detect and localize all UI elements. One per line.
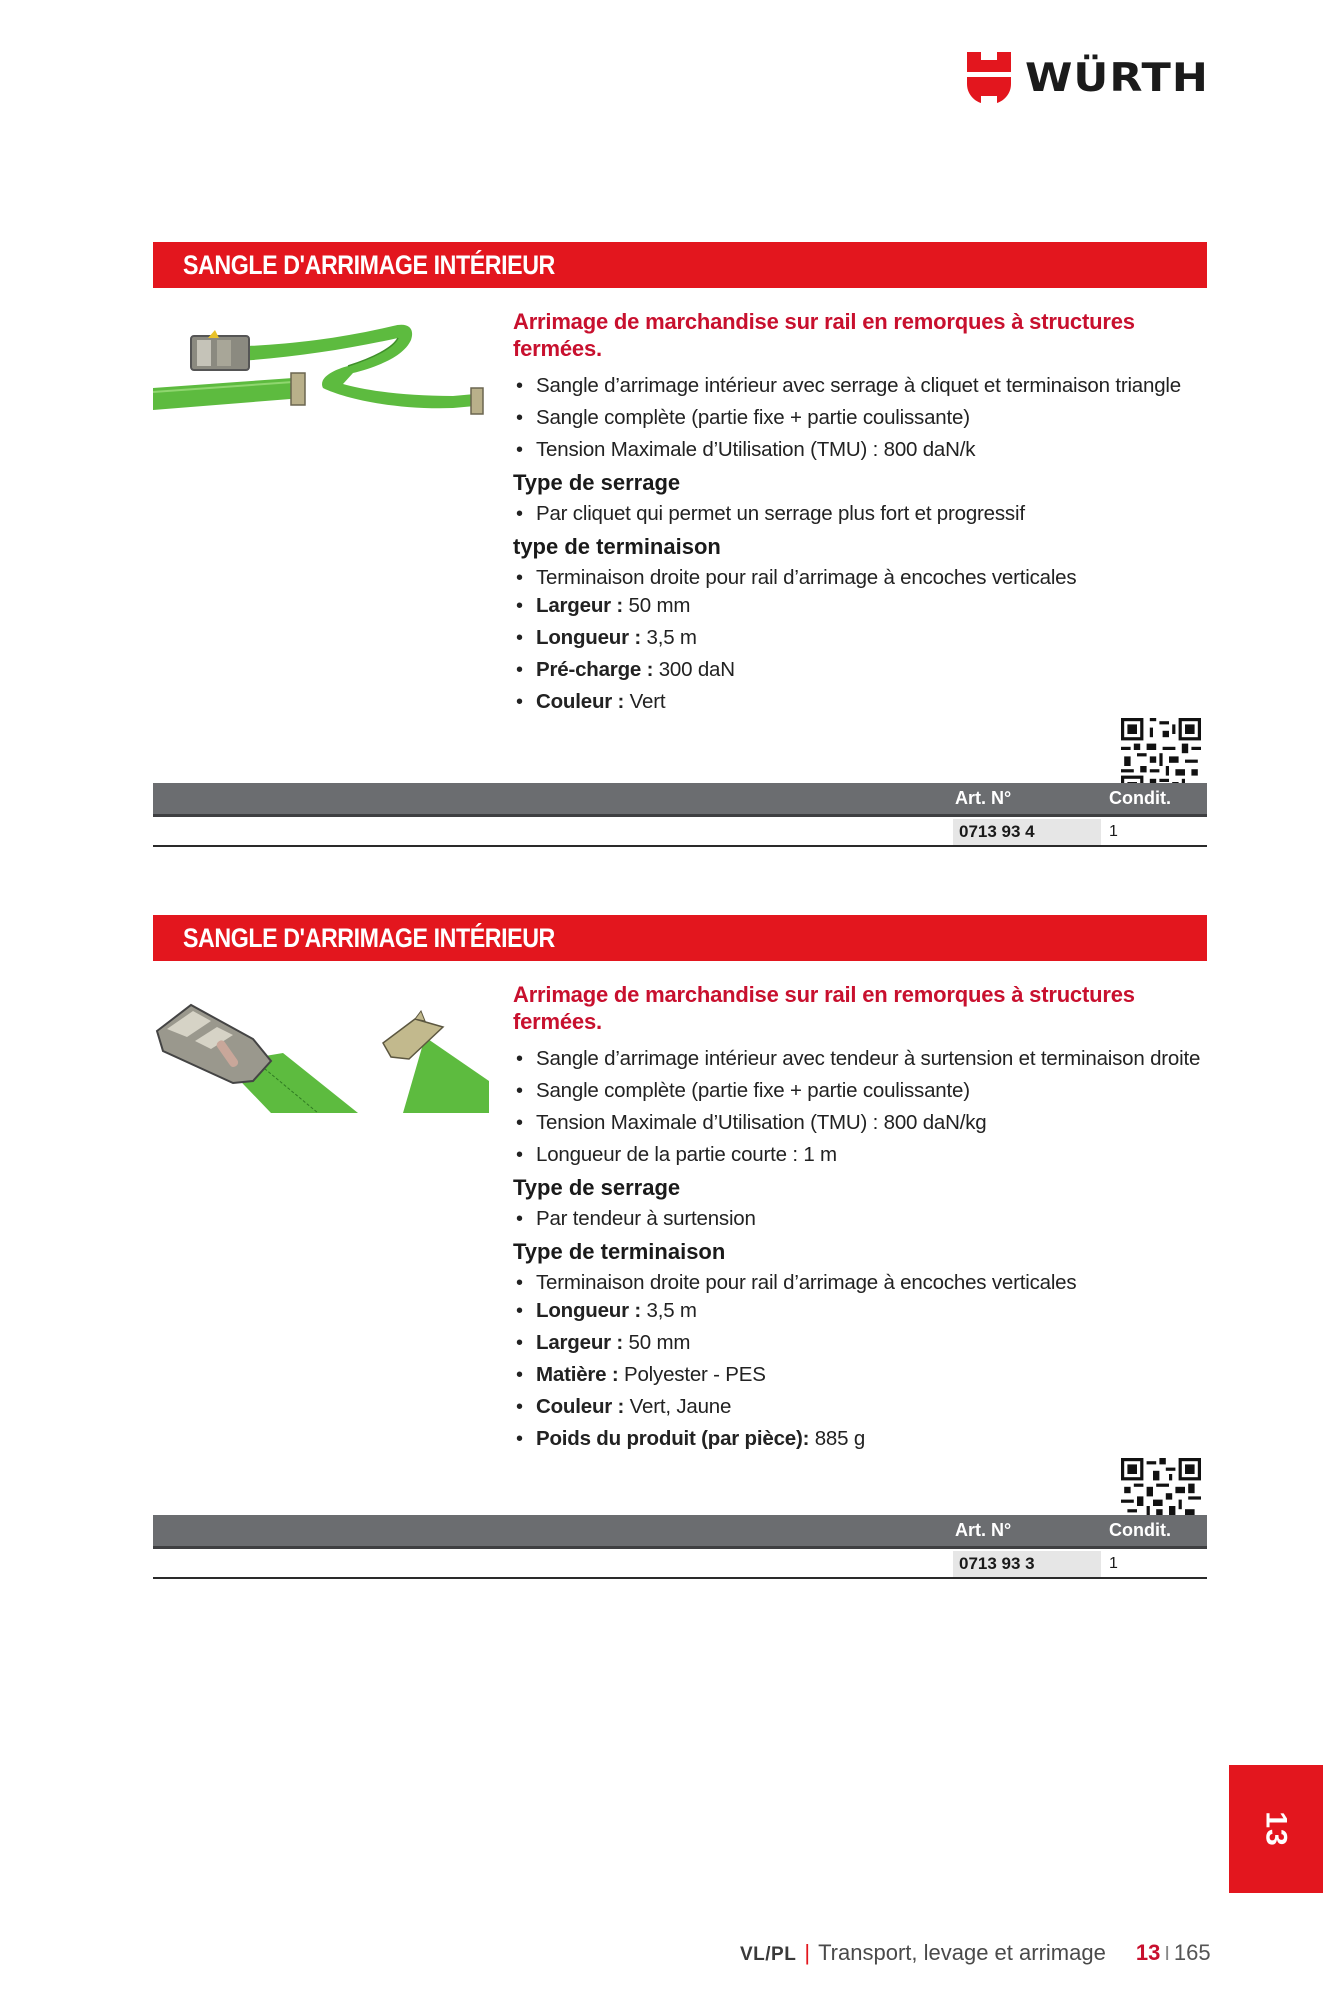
feature-bullet: • Tension Maximale d’Utilisation (TMU) : 800 daN/k	[513, 438, 1203, 462]
feature-bullet: • Longueur de la partie courte : 1 m	[513, 1143, 1203, 1167]
table-header	[153, 1515, 1207, 1549]
chapter-tab-number: 13	[1260, 1811, 1293, 1847]
chapter-tab[interactable]	[1229, 1765, 1323, 1893]
article-number[interactable]: 0713 93 3	[953, 1551, 1101, 1577]
property-width: • Largeur : 50 mm	[513, 594, 1203, 618]
feature-bullet: • Sangle d’arrimage intérieur avec serrage à cliquet et terminaison triangle	[513, 374, 1203, 398]
terminaison-heading: Type de terminaison	[513, 1239, 726, 1264]
table-header	[153, 783, 1207, 817]
property-width: • Largeur : 50 mm	[513, 1331, 1203, 1355]
footer-chapter-number: 13	[1135, 1940, 1161, 1965]
property-color: • Couleur : Vert	[513, 690, 1203, 714]
table-row	[153, 817, 1207, 847]
property-preload: • Pré-charge : 300 daN	[513, 658, 1203, 682]
terminaison-bullet: • Terminaison droite pour rail d’arrimage à encoches verticales	[513, 566, 1203, 590]
packaging-quantity: 1	[1109, 1555, 1118, 1572]
column-header-art-no: Art. N°	[955, 1520, 1012, 1540]
article-number[interactable]: 0713 93 4	[953, 819, 1101, 845]
article-table	[153, 1515, 1207, 1579]
serrage-heading: Type de serrage	[513, 470, 681, 495]
property-length: • Longueur : 3,5 m	[513, 626, 1203, 650]
section-title: SANGLE D'ARRIMAGE INTÉRIEUR	[183, 249, 555, 280]
column-header-art-no: Art. N°	[955, 788, 1012, 808]
feature-bullet: • Sangle d’arrimage intérieur avec tendeur à surtension et terminaison droite	[513, 1047, 1203, 1071]
feature-bullet: • Tension Maximale d’Utilisation (TMU) : 800 daN/kg	[513, 1111, 1203, 1135]
footer-chapter-title: Transport, levage et arrimage	[818, 1940, 1106, 1965]
product-section-1	[153, 242, 1207, 841]
footer-separator: |	[804, 1940, 811, 1965]
wurth-logo	[965, 52, 1209, 104]
footer-page-separator: I	[1164, 1943, 1170, 1965]
property-color: • Couleur : Vert, Jaune	[513, 1395, 1203, 1419]
feature-bullet: • Sangle complète (partie fixe + partie coulissante)	[513, 406, 1203, 430]
wurth-shield-icon	[965, 52, 1013, 104]
page-footer	[740, 1940, 1211, 1966]
serrage-bullet: • Par tendeur à surtension	[513, 1207, 1203, 1231]
section-header	[153, 915, 1207, 961]
packaging-quantity: 1	[1109, 823, 1118, 840]
brand-name: WÜRTH	[1025, 54, 1209, 101]
column-header-condit: Condit.	[1109, 1520, 1171, 1540]
column-header-condit: Condit.	[1109, 788, 1171, 808]
property-weight: • Poids du produit (par pièce): 885 g	[513, 1427, 1203, 1451]
serrage-heading: Type de serrage	[513, 1175, 681, 1200]
footer-category: VL/PL	[740, 1944, 797, 1965]
footer-page-number: 165	[1173, 1940, 1211, 1965]
article-table	[153, 783, 1207, 847]
product-section-2	[153, 915, 1207, 1573]
property-material: • Matière : Polyester - PES	[513, 1363, 1203, 1387]
product-lead: Arrimage de marchandise sur rail en remorques à structures fermées.	[513, 982, 1135, 1034]
serrage-bullet: • Par cliquet qui permet un serrage plus fort et progressif	[513, 502, 1203, 526]
table-row	[153, 1549, 1207, 1579]
terminaison-heading: type de terminaison	[513, 534, 721, 559]
feature-bullet: • Sangle complète (partie fixe + partie coulissante)	[513, 1079, 1203, 1103]
product-image-ratchet-strap	[153, 318, 489, 428]
terminaison-bullet: • Terminaison droite pour rail d’arrimage à encoches verticales	[513, 1271, 1203, 1295]
product-image-tensioner-strap	[153, 991, 489, 1113]
section-header	[153, 242, 1207, 288]
property-length: • Longueur : 3,5 m	[513, 1299, 1203, 1323]
section-title: SANGLE D'ARRIMAGE INTÉRIEUR	[183, 922, 555, 953]
product-lead: Arrimage de marchandise sur rail en remorques à structures fermées.	[513, 309, 1135, 361]
